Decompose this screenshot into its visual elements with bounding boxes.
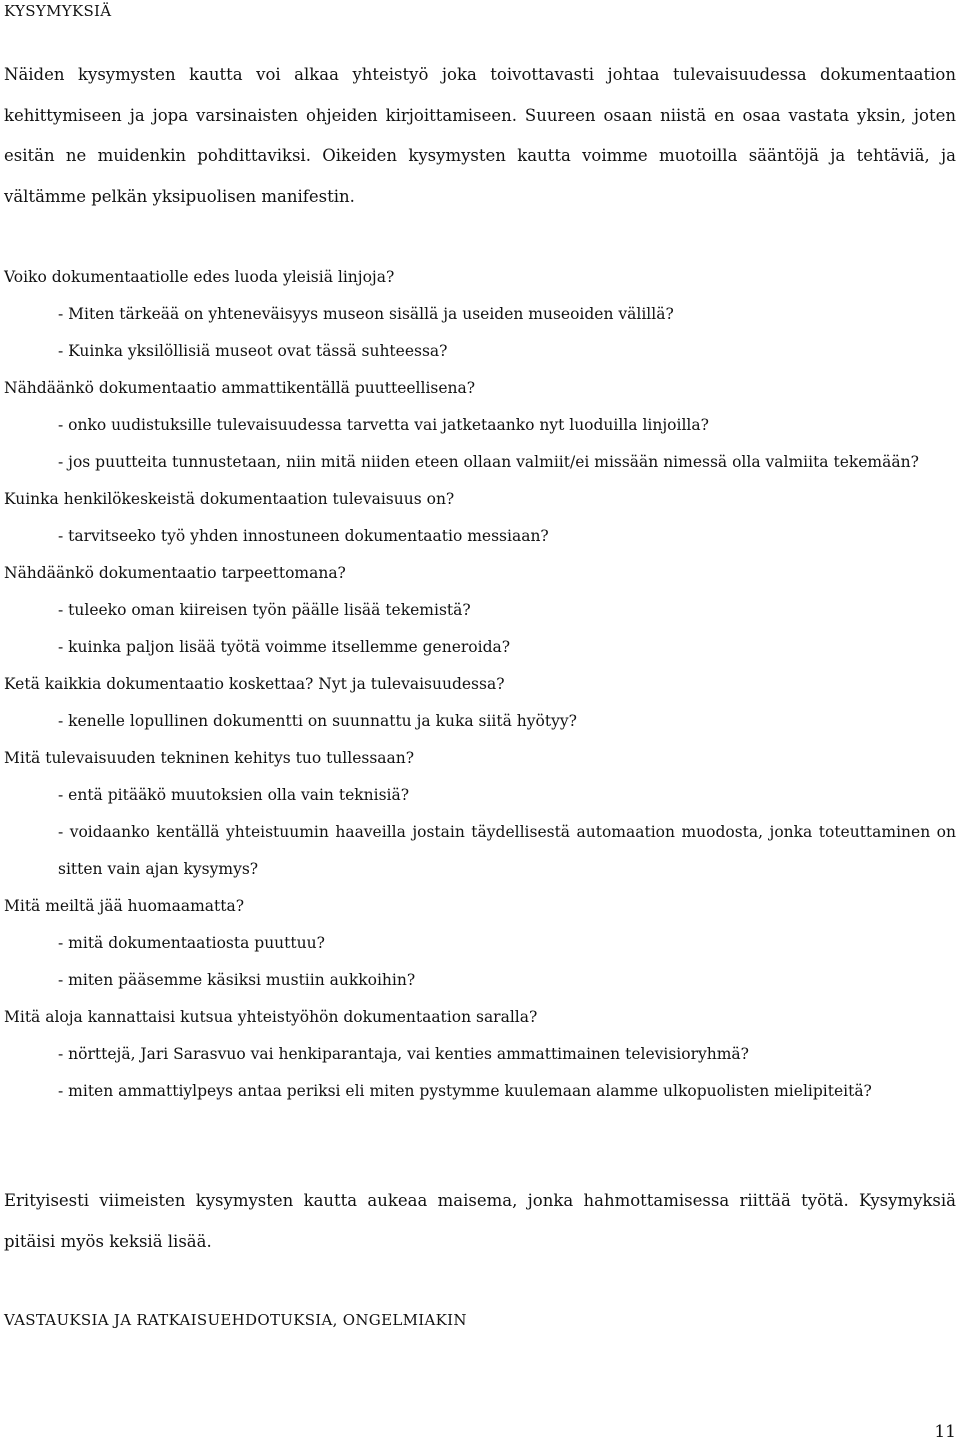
question-sub: - miten pääsemme käsiksi mustiin aukkoihin? (58, 971, 416, 989)
question-list (4, 259, 956, 1110)
question-sub: - onko uudistuksille tulevaisuudessa tarvetta vai jatketaanko nyt luoduilla linjoilla? (58, 416, 709, 434)
question-sub: - Kuinka yksilöllisiä museot ovat tässä suhteessa? (58, 342, 448, 360)
question-main: Nähdäänkö dokumentaatio tarpeettomana? (4, 564, 346, 582)
question-sub: - kuinka paljon lisää työtä voimme itsellemme generoida? (58, 638, 511, 656)
question-main: Mitä meiltä jää huomaamatta? (4, 897, 245, 915)
question-sub: - mitä dokumentaatiosta puuttuu? (58, 934, 325, 952)
question-sub: - Miten tärkeää on yhteneväisyys museon sisällä ja useiden museoiden välillä? (58, 305, 674, 323)
question-main: Mitä tulevaisuuden tekninen kehitys tuo tullessaan? (4, 749, 415, 767)
question-main: Mitä aloja kannattaisi kutsua yhteistyöhön dokumentaation saralla? (4, 1008, 538, 1026)
outro-paragraph: Erityisesti viimeisten kysymysten kautta aukeaa maisema, jonka hahmottamisessa riittää työtä. Kysymyksiä pitäisi myös keksiä lisää. (4, 1191, 956, 1251)
question-sub: - jos puutteita tunnustetaan, niin mitä niiden eteen ollaan valmiit/ei missään nimessä olla valmiita tekemään? (58, 453, 919, 471)
question-sub: - voidaanko kentällä yhteistuumin haaveilla jostain täydellisestä automaation muodosta, jonka toteuttaminen on sitten vain ajan kysymys? (58, 823, 956, 878)
question-main: Kuinka henkilökeskeistä dokumentaation tulevaisuus on? (4, 490, 455, 508)
question-sub: - kenelle lopullinen dokumentti on suunnattu ja kuka siitä hyötyy? (58, 712, 577, 730)
question-main: Ketä kaikkia dokumentaatio koskettaa? Nyt ja tulevaisuudessa? (4, 675, 505, 693)
question-main: Voiko dokumentaatiolle edes luoda yleisiä linjoja? (4, 268, 395, 286)
section-heading-answers: VASTAUKSIA JA RATKAISUEHDOTUKSIA, ONGELMIAKIN (4, 1311, 467, 1329)
page-number: 11 (934, 1422, 956, 1442)
question-sub: - miten ammattiylpeys antaa periksi eli miten pystymme kuulemaan alamme ulkopuolisten mielipiteitä? (58, 1082, 872, 1100)
question-sub: - entä pitääkö muutoksien olla vain teknisiä? (58, 786, 410, 804)
question-sub: - nörttejä, Jari Sarasvuo vai henkiparantaja, vai kenties ammattimainen televisioryhmä? (58, 1045, 749, 1063)
question-sub: - tuleeko oman kiireisen työn päälle lisää tekemistä? (58, 601, 471, 619)
question-sub: - tarvitseeko työ yhden innostuneen dokumentaatio messiaan? (58, 527, 549, 545)
section-heading-questions: KYSYMYKSIÄ (4, 2, 112, 20)
intro-paragraph: Näiden kysymysten kautta voi alkaa yhteistyö joka toivottavasti johtaa tulevaisuudessa dokumentaation kehittymiseen ja jopa varsinaisten ohjeiden kirjoittamiseen. Suureen osaan niistä en osaa vastata yksin, joten esitän ne muidenkin pohdittaviksi. Oikeiden kysymysten kautta voimme muotoilla sääntöjä ja tehtäviä, ja vältämme pelkän yksipuolisen manifestin. (4, 65, 956, 207)
question-main: Nähdäänkö dokumentaatio ammattikentällä puutteellisena? (4, 379, 476, 397)
